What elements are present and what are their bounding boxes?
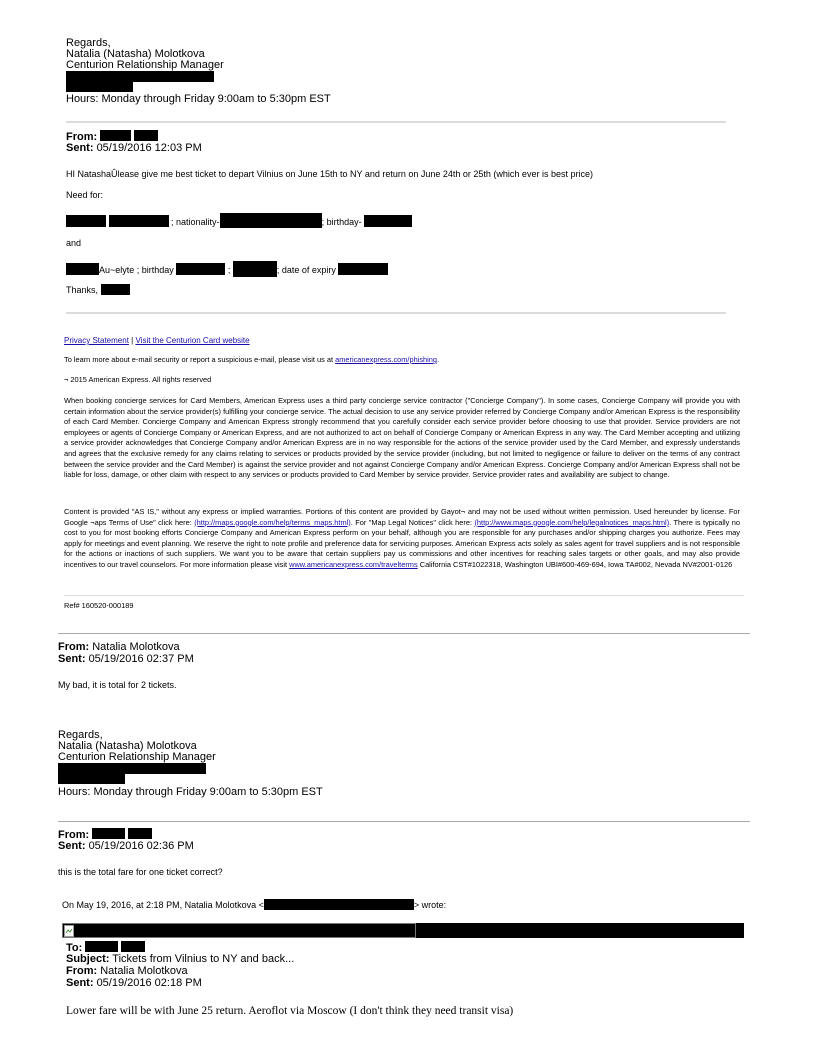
message-body: HI NatashaÛlease give me best ticket to depart Vilnius on June 15th to NY and return on June 24th or 25th (which ever is best price) [66,169,593,179]
disclaimer-text: California CST#1022318, Washington UBI#600-469-694, Iowa TA#002, Nevada NV#2001-0126 [417,559,733,569]
redaction-block [128,828,152,839]
redaction-block [338,263,388,275]
broken-image [62,923,416,938]
redaction-block [109,215,169,227]
security-text-end: . [437,355,440,364]
redaction-block [121,941,145,952]
security-notice [64,355,439,366]
sent-date: 05/19/2016 02:18 PM [96,977,202,989]
reference-number: Ref# 160520-000189 [64,601,134,610]
redaction-block [364,215,412,227]
thanks-text: Thanks, [66,285,99,295]
redaction-block [66,82,133,92]
sent-date: 05/19/2016 02:36 PM [88,840,194,852]
link-separator: | [131,336,134,345]
from-label: From: [58,829,90,841]
disclaimer-text: . There is typically no cost to you for most booking efforts Concierge Company and American Express perform on your behalf, although you are responsible for any purchases and/or shipping charges you authorize. Fees may apply for meetings and event planning. We reserve the right to note profile and preference data for servicing purposes. American Express acts solely as sales agent for travel suppliers and is not responsible for the actions or inactions of such suppliers. We want you to be aware that certain suppliers pay us commissions and other incentives for reaching sales targets or other goals, and may also provide incentives to our travel counselors. For more information please visit [64,517,740,569]
sent-label: Sent: [66,142,94,154]
signature-name: Natalia (Natasha) Molotkova [66,48,205,60]
message-header-sent [58,653,194,665]
privacy-statement-link[interactable]: Privacy Statement [64,336,129,345]
quote-intro-end: > wrote: [413,900,447,910]
subject-label: Subject: [66,953,110,965]
from-name: Natalia Molotkova [92,641,180,653]
security-text: To learn more about e-mail security or report a suspicious e-mail, please visit us at [64,355,334,364]
redaction-block [85,941,118,952]
disclaimer-text: . For "Map Legal Notices" click here: [350,517,475,527]
message-text: and [66,238,82,248]
sent-label: Sent: [66,977,94,989]
passenger-line [66,261,388,277]
message-header-sent [58,840,194,852]
from-name: Natalia Molotkova [100,965,188,977]
passenger-detail: Au~elyte ; birthday [99,265,174,275]
sent-date: 05/19/2016 02:37 PM [88,653,194,665]
message-body: this is the total fare for one ticket correct? [58,867,223,877]
redaction-block [233,261,277,277]
redaction-block [92,828,125,839]
expiry-label: ; date of expiry [276,265,336,275]
broken-image-icon [64,925,74,937]
redaction-block [134,130,158,141]
centurion-website-link[interactable]: Visit the Centurion Card website [135,336,250,345]
concierge-disclaimer: When booking concierge services for Card Members, American Express uses a third party concierge service contractor ("Concierge Company"). In some cases, Concierge Company will provide you with certain information about the service provider(s) fulfilling your concierge service. The actual decision to use any service provider referred by Concierge Company and/or American Express is the responsibility of each Card Member. Concierge Company and American Express strongly recommend that you carefully consider each service provider before choosing to use that provider. Service providers are not employees or agents of Concierge Company or American Express, and are not authorized to act on behalf of Concierge Company or American Express in any way. The Card Member accepting and utilizing a service provider acknowledges that Concierge Company and/or American Express are in no way responsible for the actions of the service provider used by the Card Member, and expressly understands and agrees that the exclusive remedy for any claims relating to services or products provided by the service provider (including, but not limited to negligence or failure to deliver on the terms of any contract between the service provider and the Card Member) is against the service provider and not against Concierge Company and/or American Express. Concierge Company and/or American Express shall not be liable for loss, damage, or other claim with respect to any services or products provided to Card Member by service provider. Service provider rates and availability are subject to change. [64,396,740,480]
thanks-line [66,284,130,296]
redaction-block [264,899,414,910]
from-label: From: [66,965,98,977]
to-label: To: [66,942,83,954]
redaction-block [66,71,214,82]
message-body: My bad, it is total for 2 tickets. [58,680,177,690]
redaction-block [220,213,322,228]
signature-name: Natalia (Natasha) Molotkova [58,740,197,752]
quote-intro [62,899,446,911]
redaction-block [58,774,125,784]
nationality-label: ; nationality- [171,217,220,227]
redaction-block [66,215,106,227]
sent-label: Sent: [58,653,86,665]
redaction-block [58,763,206,774]
redaction-block [100,130,131,141]
signature-regards: Regards, [58,729,103,741]
redaction-block [66,263,99,275]
separator-text: ; [227,265,231,275]
divider [58,633,750,634]
redaction-block [101,284,130,295]
redaction-block [176,263,225,275]
phishing-link[interactable]: americanexpress.com/phishing [335,355,437,364]
divider [66,312,726,314]
message-header-sent [66,142,202,154]
subject-text: Tickets from Vilnius to NY and back... [112,953,295,965]
divider [58,821,750,822]
travelterms-link[interactable]: www.americanexpress.com/travelterms [289,559,418,569]
message-text: Need for: [66,190,104,200]
redaction-block [416,923,744,938]
quote-intro-text: On May 19, 2016, at 2:18 PM, Natalia Molotkova < [62,900,264,910]
signature-hours: Hours: Monday through Friday 9:00am to 5:30pm EST [66,93,331,105]
divider [66,121,726,123]
passenger-line [66,213,412,228]
divider [64,595,744,596]
sent-label: Sent: [58,840,86,852]
maps-legal-link[interactable]: (http://www.maps.google.com/help/legalnotices_maps.html) [474,517,670,527]
copyright: ¬ 2015 American Express. All rights reserved [64,375,212,384]
from-label: From: [58,641,90,653]
quote-header-subject [66,953,294,965]
maps-terms-link[interactable]: (http://maps.google.com/help/terms_maps.html) [194,517,351,527]
sent-date: 05/19/2016 12:03 PM [96,142,202,154]
quote-header-from [66,965,188,977]
birthday-label: ; birthday- [321,217,362,227]
signature-hours: Hours: Monday through Friday 9:00am to 5:30pm EST [58,786,323,798]
from-label: From: [66,131,98,143]
signature-title: Centurion Relationship Manager [66,59,224,71]
quote-header-sent [66,977,202,989]
message-header-from [58,641,180,653]
signature-title: Centurion Relationship Manager [58,751,216,763]
footer-links [64,335,250,346]
signature-regards: Regards, [66,37,111,49]
quote-body: Lower fare will be with June 25 return. Aeroflot via Moscow (I don't think they need transit visa) [66,1005,514,1017]
content-disclaimer [64,507,740,571]
disclaimer-text: Content is provided "AS IS," without any express or implied warranties. Portions of this content are provided by Gayot¬ and may not be used without written permission. Used hereunder by license. For Google ¬aps Terms of Use" click here: [64,507,740,527]
